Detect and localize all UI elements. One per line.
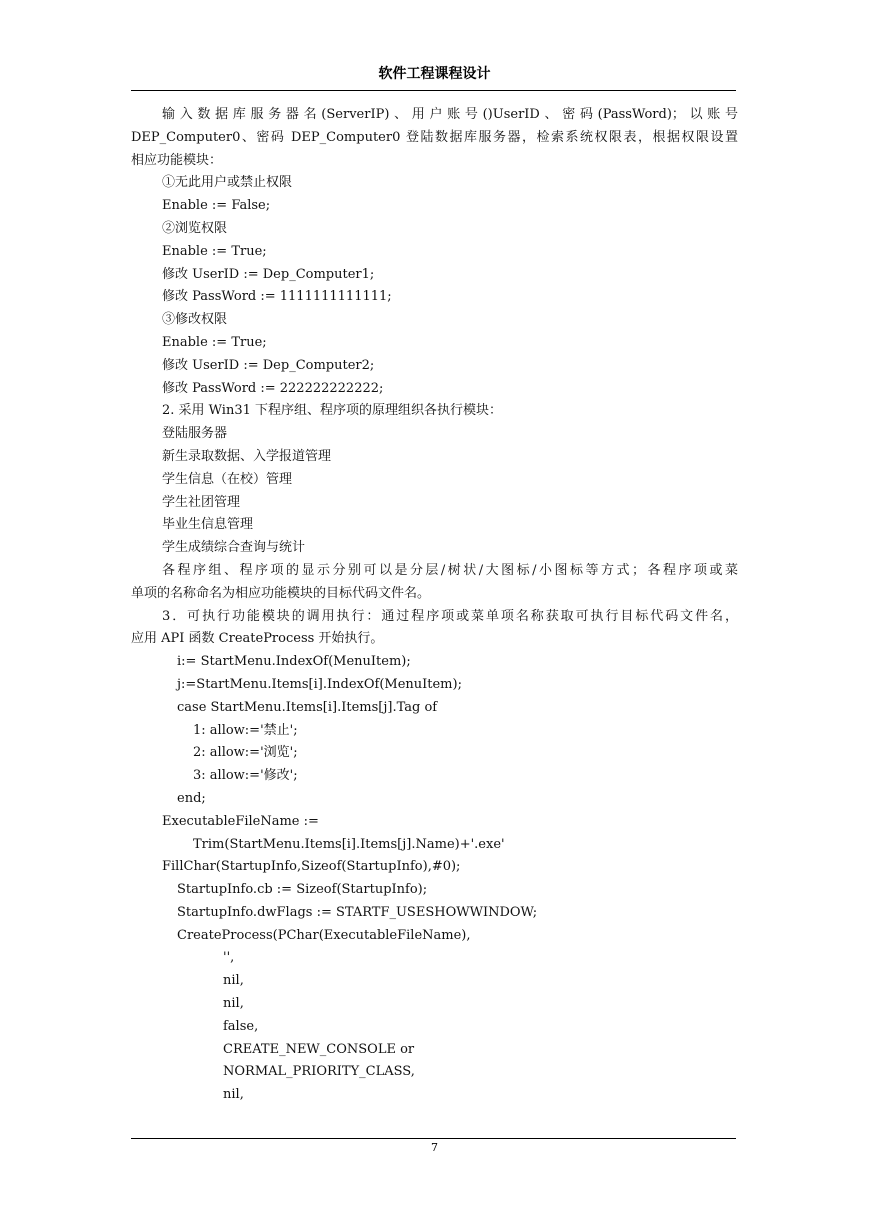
code-line: '', — [223, 950, 235, 966]
code-line: false, — [223, 1018, 259, 1034]
text-line: 应用 API 函数 CreateProcess 开始执行。 — [131, 631, 384, 647]
code-line: CREATE_NEW_CONSOLE or — [223, 1041, 415, 1057]
code-line: StartupInfo.dwFlags := STARTF_USESHOWWINDOW; — [177, 904, 538, 920]
text-line: 3．可执行功能模块的调用执行：通过程序项或菜单项名称获取可执行目标代码文件名， — [162, 608, 738, 624]
code-line: 修改 PassWord := 1111111111111; — [162, 289, 392, 305]
code-line: j:=StartMenu.Items[i].IndexOf(MenuItem); — [177, 676, 462, 692]
text-line: 登陆服务器 — [162, 426, 228, 442]
code-line: Trim(StartMenu.Items[i].Items[j].Name)+'.exe' — [193, 836, 505, 852]
text-line: DEP_Computer0、密码 DEP_Computer0 登陆数据库服务器，检索系统权限表，根据权限设置 — [131, 129, 738, 145]
page-header-title: 软件工程课程设计 — [378, 66, 491, 82]
text-line: 相应功能模块： — [131, 152, 223, 168]
code-line: case StartMenu.Items[i].Items[j].Tag of — [177, 699, 438, 715]
code-line: 修改 UserID := Dep_Computer1; — [162, 266, 375, 282]
text-line: 新生录取数据、入学报道管理 — [162, 448, 332, 464]
text-line: 学生信息（在校）管理 — [162, 471, 293, 487]
text-line: 学生成绩综合查询与统计 — [162, 540, 306, 556]
code-line: ExecutableFileName := — [162, 813, 319, 829]
text-line: 毕业生信息管理 — [162, 517, 254, 533]
text-line: ①无此用户或禁止权限 — [162, 175, 293, 191]
code-line: nil, — [223, 996, 244, 1012]
page-number: 7 — [431, 1141, 438, 1154]
text-line: 学生社团管理 — [162, 494, 241, 510]
text-line: 输入数据库服务器名(ServerIP)、用户账号()UserID、密码(PassWord)；以账号 — [162, 107, 738, 122]
code-line: Enable := True; — [162, 334, 267, 350]
code-line: 1: allow:='禁止'; — [193, 722, 298, 738]
code-line: end; — [177, 790, 206, 806]
code-line: CreateProcess(PChar(ExecutableFileName), — [177, 927, 471, 943]
text-line: 2. 采用 Win31 下程序组、程序项的原理组织各执行模块： — [162, 403, 503, 419]
body-text — [131, 104, 738, 1107]
code-line: StartupInfo.cb := Sizeof(StartupInfo); — [177, 882, 428, 898]
code-line: FillChar(StartupInfo,Sizeof(StartupInfo),#0); — [162, 859, 461, 875]
code-line: 修改 PassWord := 222222222222; — [162, 380, 384, 396]
code-line: 修改 UserID := Dep_Computer2; — [162, 357, 375, 373]
text-line: ③修改权限 — [162, 312, 228, 328]
code-line: nil, — [223, 1087, 244, 1103]
code-line: Enable := True; — [162, 243, 267, 259]
code-line: 3: allow:='修改'; — [193, 768, 298, 784]
footer-rule — [131, 1138, 736, 1139]
header-rule — [131, 90, 736, 91]
text-line: 各程序组、程序项的显示分别可以是分层/树状/大图标/小图标等方式；各程序项或菜 — [162, 562, 738, 578]
code-line: nil, — [223, 973, 244, 989]
text-line: 单项的名称命名为相应功能模块的目标代码文件名。 — [131, 585, 431, 601]
code-line: Enable := False; — [162, 198, 271, 214]
text-line: ②浏览权限 — [162, 220, 228, 236]
code-line: 2: allow:='浏览'; — [193, 745, 298, 761]
code-line: NORMAL_PRIORITY_CLASS, — [223, 1064, 415, 1080]
code-line: i:= StartMenu.IndexOf(MenuItem); — [177, 654, 411, 670]
